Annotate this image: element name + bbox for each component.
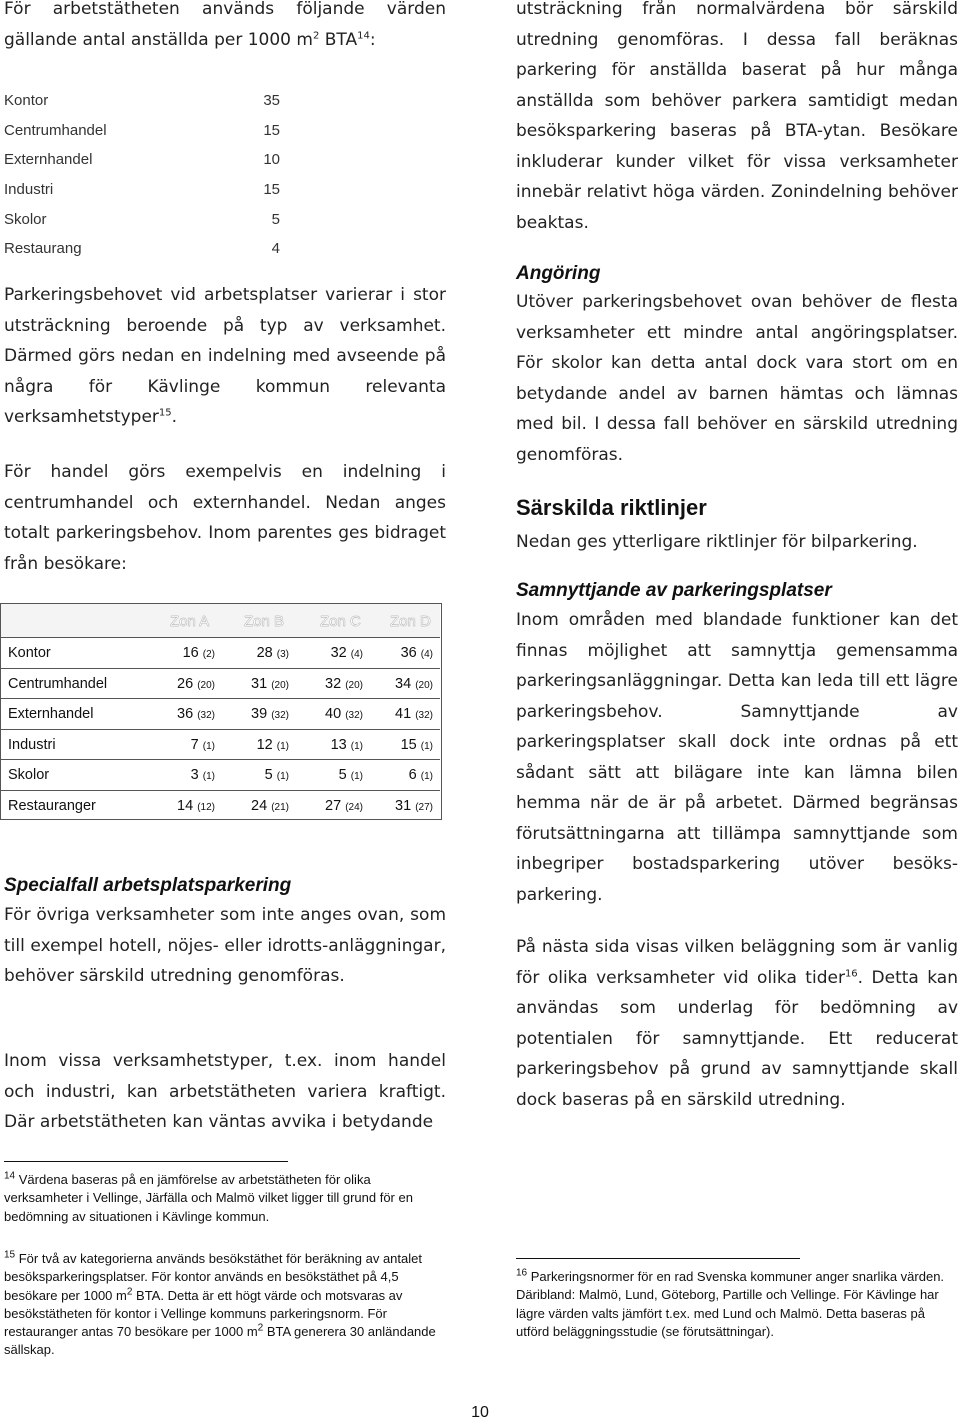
density-value: 10: [263, 151, 280, 169]
zone-cell-total: 36: [177, 706, 194, 722]
zone-header-cell: Zon C: [320, 613, 361, 630]
zone-cell-total: 27: [325, 797, 342, 814]
zone-cell-visitors: (1): [276, 771, 289, 782]
zone-cell-total: 39: [251, 706, 268, 722]
zone-cell-visitors: (1): [202, 771, 215, 782]
riktlinjer-paragraph: Nedan ges ytterligare riktlinjer för bilparkering.: [516, 532, 918, 552]
zone-cell-visitors: (12): [197, 801, 215, 813]
density-label: Skolor: [4, 210, 47, 228]
density-label: Restaurang: [4, 240, 82, 258]
zone-cell-visitors: (1): [350, 740, 363, 752]
zone-cell: [303, 737, 363, 753]
next-page-paragraph: På nästa sida visas vilken beläggning som är vanlig för olika verksamheter vid olika tider$^{16}$. Detta kan användas som underlag för bedömning av potentialen för samnyttjande. Ett reducerat parkeringsbehov på grund av samnyttjande skall dock baseras på en särskild utredning.: [516, 937, 958, 1110]
density-variation-paragraph: Inom vissa verksamhetstyper, t.ex. inom handel och industri, kan arbetstätheten variera kraftigt. Där arbetstätheten kan väntas avvika i betydande: [4, 1051, 446, 1132]
density-row: [4, 116, 280, 146]
density-row: [4, 204, 280, 234]
zone-cell-total: 40: [325, 706, 342, 722]
zone-cell-total: 3: [190, 767, 199, 783]
zone-cell-total: 31: [395, 797, 412, 814]
zone-cell: [155, 737, 215, 753]
zone-header-cell: Zon A: [170, 613, 210, 630]
zone-cell-total: 31: [251, 675, 268, 692]
zone-cell: [229, 706, 289, 722]
samnyttjande-paragraph: Inom områden med blandade funktioner kan det finnas möjlighet att samnyttja gemensamma parkeringsanläggningar. Detta kan leda till ett lägre parkeringsbehov. Samnyttjande av parkeringsplatser skall dock inte ordnas på ett sådant sätt att bilägare inte kan lämna bilen hemma när de är på arbetet. Därmed begränsas förutsättningarna att tillämpa samnyttjande som inbegriper bostadsparkering utöver besöks-parkering.: [516, 610, 958, 905]
zone-cell-total: 41: [395, 706, 412, 722]
zone-cell-total: 6: [408, 767, 417, 783]
density-row: [4, 175, 280, 205]
density-label: Centrumhandel: [4, 121, 107, 139]
zone-cell-visitors: (4): [350, 649, 363, 660]
zone-cell-visitors: (32): [415, 710, 433, 721]
zone-header-cell: Zon D: [390, 613, 431, 630]
continuation-paragraph: utsträckning från normalvärdena bör särskild utredning genomföras. I dessa fall beräknas parkering för anställda baserat på hur många anställda som behöver parkera samtidigt medan besöksparkering baseras på BTA-ytan. Besökare inkluderar kunder vilket för vissa verksamheter innebär relativt höga värden. Zonindelning behöver beaktas.: [516, 0, 958, 233]
density-value: 5: [271, 210, 280, 228]
zone-cell-visitors: (1): [420, 740, 433, 752]
zone-cell-visitors: (20): [415, 679, 433, 691]
zone-header-cell: Zon B: [244, 613, 285, 630]
zone-cell-total: 7: [190, 736, 199, 753]
zone-cell-visitors: (1): [276, 740, 289, 752]
zone-cell-total: 5: [338, 767, 347, 783]
zone-cell-visitors: (20): [271, 679, 289, 691]
zone-cell-total: 32: [325, 675, 342, 692]
density-label: Industri: [4, 181, 54, 199]
zone-cell-total: 12: [256, 736, 273, 753]
zone-cell-visitors: (20): [197, 679, 215, 691]
zone-cell-total: 5: [264, 767, 273, 783]
zone-cell: [155, 767, 215, 783]
footnote-rule-left: [4, 1161, 288, 1162]
zone-row-label: Kontor: [8, 645, 51, 661]
zone-cell-visitors: (32): [271, 710, 289, 721]
zone-cell-total: 26: [177, 675, 194, 692]
zone-cell-total: 34: [395, 675, 412, 692]
zone-cell: [373, 676, 433, 692]
density-row: [4, 145, 280, 175]
angoring-heading: Angöring: [516, 263, 601, 284]
zone-cell-visitors: (3): [276, 649, 289, 660]
zone-cell-visitors: (4): [420, 649, 433, 660]
special-case-heading: Specialfall arbetsplatsparkering: [4, 875, 292, 896]
zone-cell-visitors: (24): [345, 801, 363, 813]
density-row: [4, 234, 280, 264]
zone-cell-total: 13: [330, 736, 347, 753]
zone-cell: [303, 798, 363, 814]
zone-cell: [373, 706, 433, 722]
zone-cell-total: 14: [177, 797, 194, 814]
zone-cell-visitors: (27): [415, 801, 433, 813]
density-label: Kontor: [4, 92, 49, 110]
zone-cell: [155, 798, 215, 814]
zone-cell: [303, 767, 363, 783]
footnote-15: $^{15}$ För två av kategorierna används besökstäthet för beräkning av antalet besöksparkeringsplatser. För kontor används en besökstäthet på 4,5 besökare per 1000 $m^2$ BTA. Detta är ett högt värde och motsvaras av besökstätheten för kontor i Vellinge kommuns parkeringsnorm. För restauranger antas 70 besökare per 1000 $m^2$ BTA generera 30 anländande sällskap.: [4, 1249, 436, 1358]
density-value: 4: [271, 240, 280, 258]
zone-cell-visitors: (1): [420, 771, 433, 782]
zone-cell-total: 32: [330, 645, 347, 661]
zone-cell: [373, 645, 433, 661]
zone-cell-visitors: (1): [202, 740, 215, 752]
zone-cell: [229, 767, 289, 783]
zone-cell-visitors: (1): [350, 771, 363, 782]
zone-cell-total: 15: [400, 736, 417, 753]
zone-cell-total: 28: [256, 645, 273, 661]
density-value: 15: [263, 121, 280, 139]
zone-cell: [155, 676, 215, 692]
zone-cell-visitors: (2): [202, 649, 215, 660]
zone-row-label: Skolor: [8, 767, 50, 783]
zone-cell-visitors: (32): [345, 710, 363, 721]
zone-cell: [373, 737, 433, 753]
zone-cell: [229, 645, 289, 661]
special-case-paragraph: För övriga verksamheter som inte anges ovan, som till exempel hotell, nöjes- eller idrotts-anläggningar, behöver särskild utredning genomföras.: [4, 905, 446, 986]
zone-cell: [155, 645, 215, 661]
samnyttjande-heading: Samnyttjande av parkeringsplatser: [516, 580, 832, 601]
angoring-paragraph: Utöver parkeringsbehovet ovan behöver de flesta verksamheter ett mindre antal angöringsplatser. För skolor kan detta antal dock vara stort om en betydande andel av barnen hämtas och lämnas med bil. I dessa fall behöver en särskild utredning genomföras.: [516, 292, 958, 465]
footnote-16: $^{16}$ Parkeringsnormer för en rad Svenska kommuner anger snarlika värden. Däribland: Malmö, Lund, Göteborg, Partille och Vellinge. För Kävlinge har lägre värden valts jämfört t.ex. med Lund och Malmö. Detta baseras på utförd beläggningsstudie (se förutsättningar).: [516, 1267, 945, 1339]
zone-cell-total: 36: [400, 645, 417, 661]
intro-paragraph: För arbetstätheten används följande värden gällande antal anställda per 1000 $m^2$ BTA$^{14}$:: [4, 0, 446, 50]
page-number: 10: [471, 1404, 489, 1421]
zone-row-label: Restauranger: [8, 797, 96, 814]
zone-cell: [229, 798, 289, 814]
zone-cell: [373, 767, 433, 783]
zone-cell: [229, 676, 289, 692]
density-row: [4, 86, 280, 116]
zone-cell: [303, 706, 363, 722]
density-value: 15: [263, 181, 280, 199]
workplace-paragraph: Parkeringsbehovet vid arbetsplatser varierar i stor utsträckning beroende på typ av verksamhet. Därmed görs nedan en indelning med avseende på några för Kävlinge kommun relevanta verksamhetstyper$^{15}$.: [4, 285, 446, 427]
zone-cell: [229, 737, 289, 753]
zone-cell-visitors: (32): [197, 710, 215, 721]
zone-row-label: Externhandel: [8, 706, 94, 722]
density-label: Externhandel: [4, 151, 93, 169]
zone-cell: [373, 798, 433, 814]
footnote-rule-right: [516, 1258, 800, 1259]
trade-paragraph: För handel görs exempelvis en indelning i centrumhandel och externhandel. Nedan anges totalt parkeringsbehov. Inom parentes ges bidraget från besökare:: [4, 462, 446, 574]
zone-cell-visitors: (21): [271, 801, 289, 813]
zone-cell-total: 16: [182, 645, 199, 661]
zone-cell: [303, 676, 363, 692]
zone-row-label: Centrumhandel: [8, 675, 108, 692]
zone-cell-visitors: (20): [345, 679, 363, 691]
zone-row-label: Industri: [8, 736, 56, 753]
employee-density-table: [4, 86, 280, 264]
zone-cell: [303, 645, 363, 661]
zone-cell: [155, 706, 215, 722]
density-value: 35: [263, 92, 280, 110]
riktlinjer-heading: Särskilda riktlinjer: [516, 495, 707, 520]
footnote-14: $^{14}$ Värdena baseras på en jämförelse av arbetstätheten för olika verksamheter i Vellinge, Järfälla och Malmö vilket ligger till grund för en bedömning av situationen i Kävlinge kommun.: [4, 1170, 413, 1224]
zone-cell-total: 24: [251, 797, 268, 814]
